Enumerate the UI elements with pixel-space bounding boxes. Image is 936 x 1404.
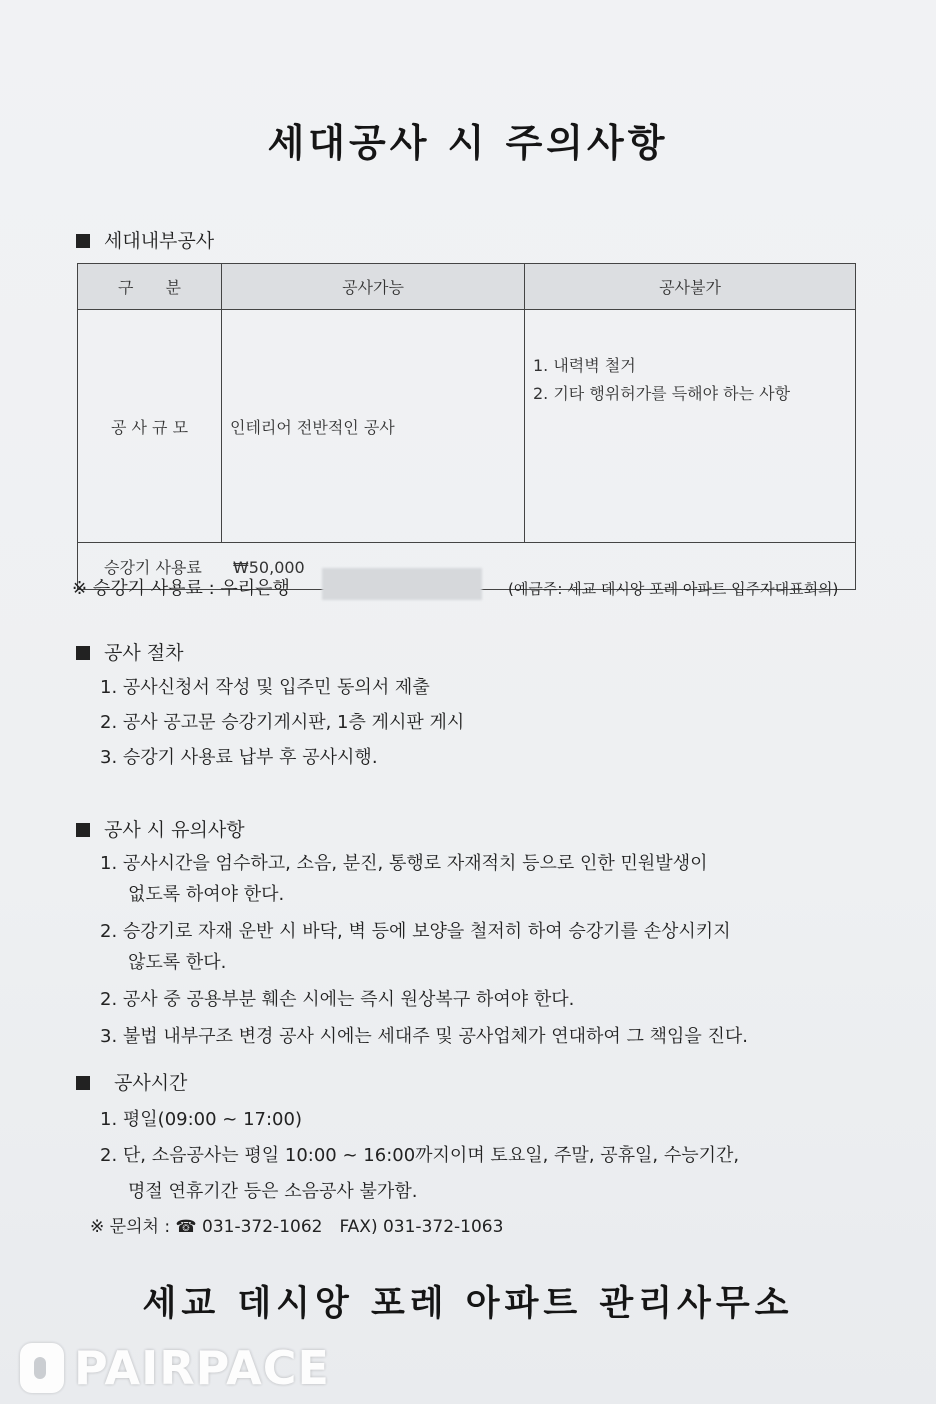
list-item: 2. 공사 중 공용부분 훼손 시에는 즉시 원상복구 하여야 한다. xyxy=(100,989,575,1010)
watermark xyxy=(20,1340,330,1396)
row-label-scope: 공 사 규 모 xyxy=(78,310,222,543)
construction-scope-table xyxy=(77,263,856,590)
header-category: 구 분 xyxy=(78,264,222,310)
table-row xyxy=(78,310,856,543)
cautions-list xyxy=(100,848,748,1052)
header-possible: 공사가능 xyxy=(222,264,525,310)
list-item-continued: 않도록 한다. xyxy=(128,952,227,973)
list-item: 3. 불법 내부구조 변경 공사 시에는 세대주 및 공사업체가 연대하여 그 책임을 진다. xyxy=(100,1026,748,1047)
list-item: 1. 평일(09:00 ~ 17:00) xyxy=(100,1109,302,1130)
list-item: 2. 공사 공고문 승강기게시판, 1층 게시판 게시 xyxy=(100,712,465,733)
fee-account-note: ※ 승강기 사용료 : 우리은행 xyxy=(72,578,290,599)
issuer-name: 세교 데시앙 포레 아파트 관리사무소 xyxy=(142,1284,794,1324)
impossible-item: 1. 내력벽 철거 xyxy=(533,356,636,375)
cell-possible: 인테리어 전반적인 공사 xyxy=(222,310,525,543)
table-header-row xyxy=(78,264,856,310)
section-heading-cautions: 공사 시 유의사항 xyxy=(76,815,245,842)
section-heading-hours: 공사시간 xyxy=(76,1068,187,1095)
list-item: 1. 공사시간을 엄수하고, 소음, 분진, 통행로 자재적치 등으로 인한 민원발생이 xyxy=(100,853,708,874)
fee-value: ₩50,000 xyxy=(232,557,305,577)
watermark-text: PAIRPACE xyxy=(74,1341,330,1395)
cell-impossible xyxy=(525,310,856,543)
section-heading-interior: 세대내부공사 xyxy=(76,226,214,253)
square-bullet-icon xyxy=(76,1076,90,1090)
list-item: 2. 단, 소음공사는 평일 10:00 ~ 16:00까지이며 토요일, 주말, 공휴일, 수능기간, xyxy=(100,1145,740,1166)
account-holder: (예금주: 세교 데시앙 포레 아파트 입주자대표회의) xyxy=(508,580,839,598)
hours-list xyxy=(100,1102,739,1210)
header-impossible: 공사불가 xyxy=(525,264,856,310)
square-bullet-icon xyxy=(76,646,90,660)
impossible-item: 2. 기타 행위허가를 득해야 하는 사항 xyxy=(533,384,791,403)
list-item-continued: 명절 연휴기간 등은 소음공사 불가함. xyxy=(128,1181,418,1202)
list-item: 2. 승강기로 자재 운반 시 바닥, 벽 등에 보양을 철저히 하여 승강기를 손상시키지 xyxy=(100,921,731,942)
contact-info: ※ 문의처 : ☎ 031-372-1062 FAX) 031-372-1063 xyxy=(90,1217,504,1237)
list-item: 1. 공사신청서 작성 및 입주민 동의서 제출 xyxy=(100,677,430,698)
pairpace-logo-icon xyxy=(20,1343,64,1393)
section-heading-procedure: 공사 절차 xyxy=(76,638,183,665)
page-title: 세대공사 시 주의사항 xyxy=(267,121,669,165)
square-bullet-icon xyxy=(76,823,90,837)
square-bullet-icon xyxy=(76,234,90,248)
list-item: 3. 승강기 사용료 납부 후 공사시행. xyxy=(100,747,378,768)
redacted-account-number xyxy=(322,568,482,600)
fee-label: 승강기 사용료 xyxy=(104,557,202,577)
procedure-list xyxy=(100,670,464,775)
list-item-continued: 없도록 하여야 한다. xyxy=(128,884,285,905)
